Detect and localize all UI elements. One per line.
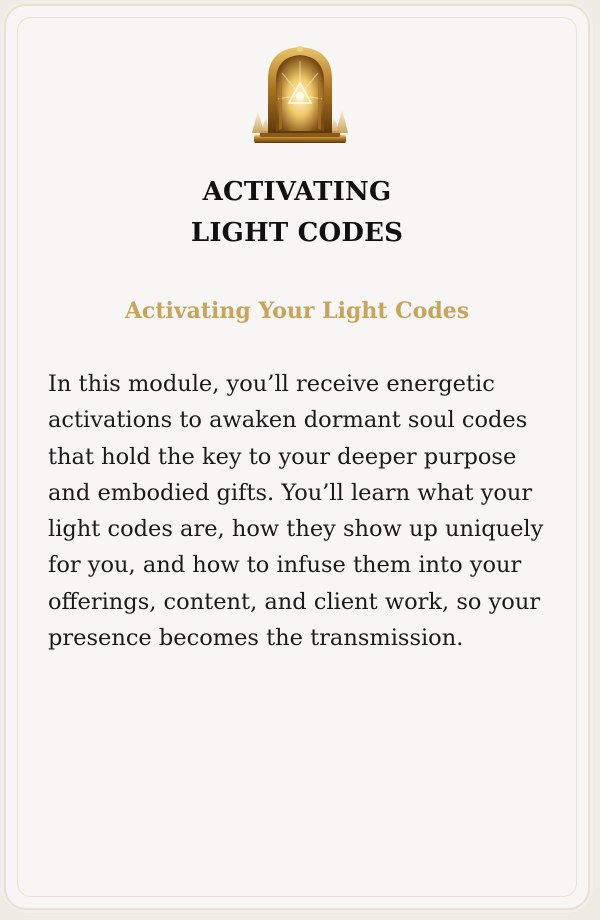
module-card[interactable] — [4, 4, 590, 910]
card-subtitle: Activating Your Light Codes — [124, 298, 470, 324]
card-title-line1: ACTIVATING — [202, 177, 392, 207]
golden-portal-icon — [248, 43, 352, 147]
card-title-line2: LIGHT CODES — [190, 218, 404, 248]
card-description: In this module, you’ll receive energetic activations to awaken dormant soul codes that hold the key to your deeper purpose and embodied gifts. You’ll learn what your light codes are, how they show up uniquely for you, and how to infuse them into your offerings, content, and client work, so your presence becomes the transmission. — [48, 371, 544, 652]
card-title — [6, 172, 588, 254]
